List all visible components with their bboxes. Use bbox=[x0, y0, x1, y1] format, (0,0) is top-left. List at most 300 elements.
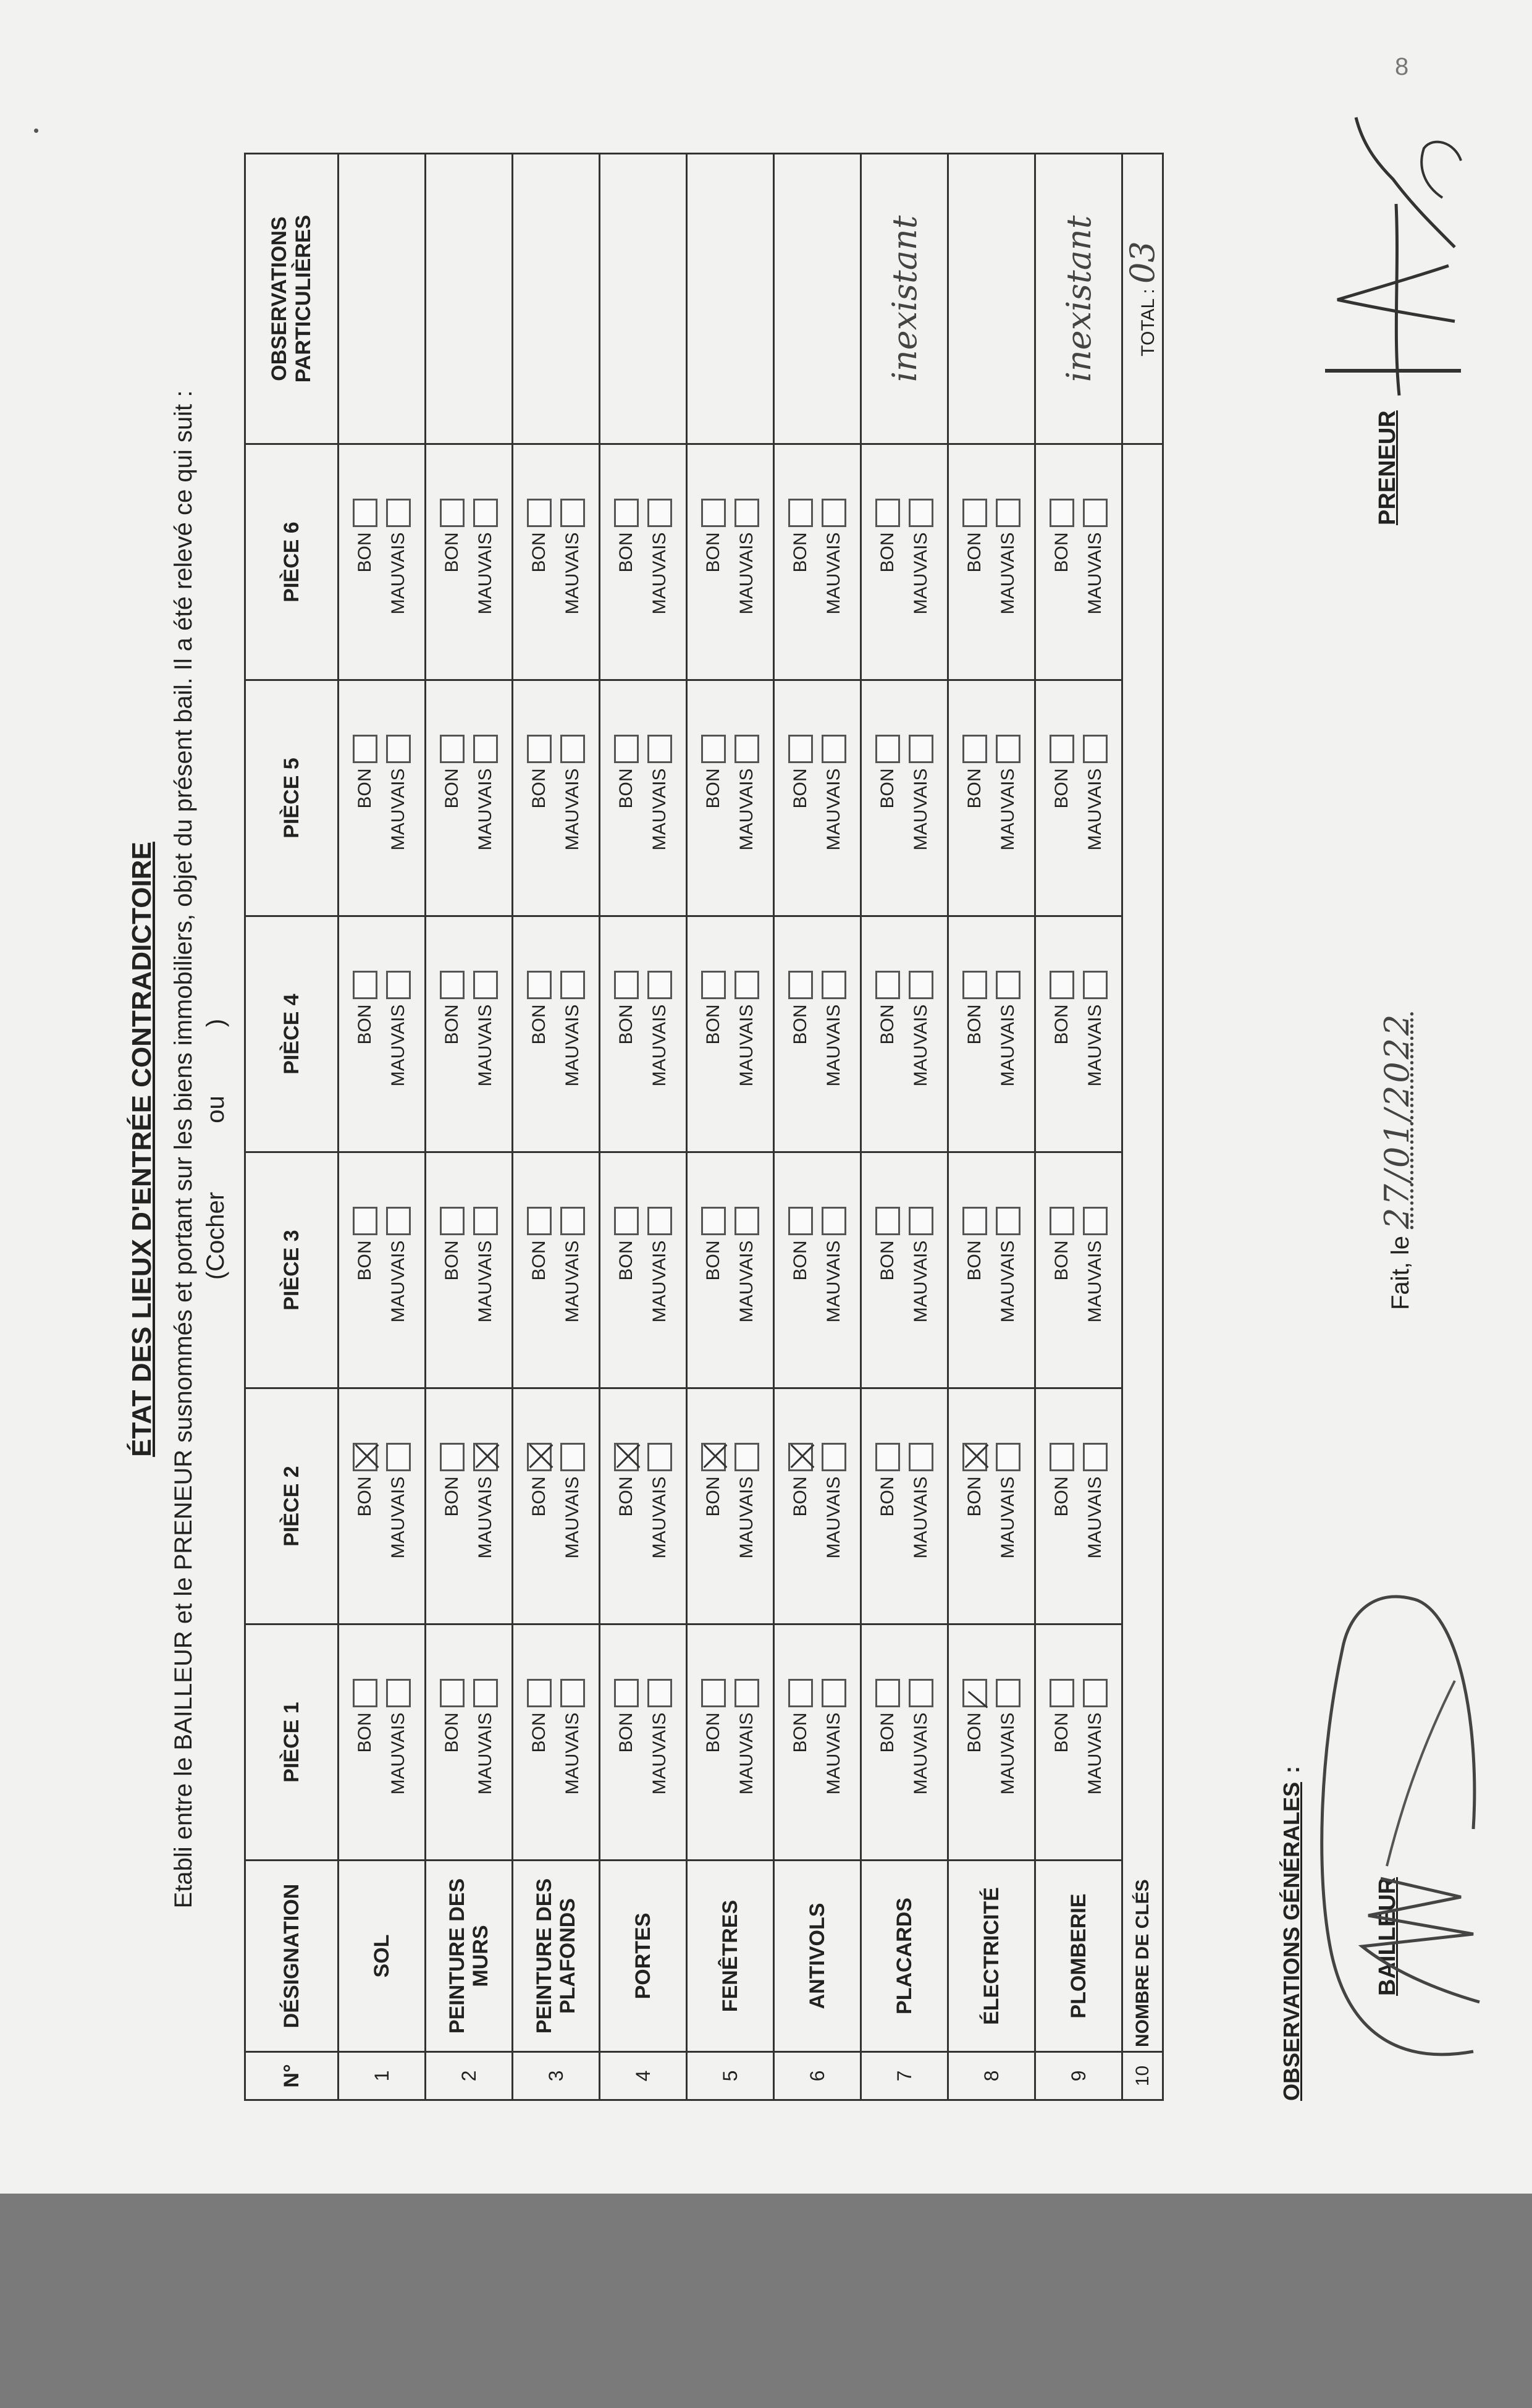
mauvais-checkbox[interactable] bbox=[647, 971, 672, 1000]
table-row bbox=[1035, 154, 1122, 2100]
mauvais-label: MAUVAIS bbox=[388, 1712, 408, 1795]
mauvais-label: MAUVAIS bbox=[911, 768, 931, 851]
table-header-row bbox=[245, 154, 339, 2100]
mauvais-checkbox[interactable] bbox=[386, 499, 411, 528]
room-1-condition bbox=[948, 1624, 1035, 1861]
mauvais-label: MAUVAIS bbox=[998, 1240, 1018, 1323]
room-3-condition bbox=[948, 1152, 1035, 1388]
room-2-condition bbox=[513, 1388, 600, 1624]
row-observation bbox=[948, 154, 1035, 444]
mauvais-checkbox[interactable] bbox=[560, 1679, 585, 1708]
mauvais-checkbox[interactable] bbox=[734, 499, 759, 528]
mauvais-checkbox[interactable] bbox=[822, 1679, 846, 1708]
mauvais-label: MAUVAIS bbox=[562, 1240, 583, 1323]
room-2-condition bbox=[861, 1388, 948, 1624]
bon-checkbox[interactable] bbox=[614, 971, 639, 1000]
mauvais-checkbox[interactable] bbox=[1083, 1207, 1108, 1236]
row-observation bbox=[774, 154, 861, 444]
room-5-condition bbox=[861, 680, 948, 916]
mauvais-checkbox[interactable] bbox=[560, 499, 585, 528]
mauvais-checkbox[interactable] bbox=[734, 971, 759, 1000]
mauvais-label: MAUVAIS bbox=[736, 1476, 757, 1559]
bon-label: BON bbox=[355, 768, 375, 809]
room-1-condition bbox=[774, 1624, 861, 1861]
bon-checkbox[interactable] bbox=[875, 971, 900, 1000]
header-observations: OBSERVATIONS PARTICULIÈRES bbox=[245, 154, 339, 444]
mauvais-checkbox[interactable] bbox=[996, 1679, 1021, 1708]
mauvais-checkbox[interactable] bbox=[909, 1207, 933, 1236]
mauvais-checkbox[interactable] bbox=[996, 1207, 1021, 1236]
mauvais-checkbox[interactable] bbox=[1083, 735, 1108, 764]
bon-checkbox[interactable] bbox=[527, 1443, 552, 1472]
row-observation: inexistant bbox=[861, 154, 948, 444]
keys-total-label: TOTAL : bbox=[1138, 289, 1158, 357]
room-1-condition bbox=[513, 1624, 600, 1861]
mauvais-label: MAUVAIS bbox=[649, 532, 670, 615]
mauvais-checkbox[interactable] bbox=[473, 1443, 498, 1472]
signed-date: 27/01/2022 bbox=[1378, 1012, 1416, 1229]
mauvais-checkbox[interactable] bbox=[996, 499, 1021, 528]
table-row bbox=[687, 154, 774, 2100]
bon-label: BON bbox=[529, 1476, 549, 1517]
mauvais-checkbox[interactable] bbox=[1083, 1443, 1108, 1472]
bon-checkbox[interactable] bbox=[875, 1443, 900, 1472]
mauvais-checkbox[interactable] bbox=[996, 1443, 1021, 1472]
bon-label: BON bbox=[790, 1240, 810, 1281]
bon-label: BON bbox=[616, 1476, 636, 1517]
row-num: 1 bbox=[339, 2052, 426, 2100]
bon-checkbox[interactable] bbox=[701, 1679, 726, 1708]
bon-label: BON bbox=[616, 1004, 636, 1045]
row-observation bbox=[339, 154, 426, 444]
row-designation: PLOMBERIE bbox=[1035, 1861, 1122, 2052]
mauvais-label: MAUVAIS bbox=[911, 1240, 931, 1323]
room-2-condition bbox=[687, 1388, 774, 1624]
bon-checkbox[interactable] bbox=[527, 1207, 552, 1236]
mauvais-checkbox[interactable] bbox=[473, 735, 498, 764]
room-6-condition bbox=[339, 444, 426, 680]
header-room-4: PIÈCE 4 bbox=[245, 916, 339, 1152]
mauvais-label: MAUVAIS bbox=[736, 768, 757, 851]
mauvais-checkbox[interactable] bbox=[386, 1443, 411, 1472]
row-designation: PEINTURE DES PLAFONDS bbox=[513, 1861, 600, 2052]
mauvais-checkbox[interactable] bbox=[386, 971, 411, 1000]
mauvais-label: MAUVAIS bbox=[649, 1004, 670, 1087]
mauvais-checkbox[interactable] bbox=[560, 971, 585, 1000]
mauvais-checkbox[interactable] bbox=[909, 971, 933, 1000]
room-2-condition bbox=[774, 1388, 861, 1624]
mauvais-label: MAUVAIS bbox=[475, 1004, 495, 1087]
mauvais-label: MAUVAIS bbox=[475, 1240, 495, 1323]
room-5-condition bbox=[948, 680, 1035, 916]
bon-checkbox[interactable] bbox=[614, 735, 639, 764]
bon-checkbox[interactable] bbox=[527, 499, 552, 528]
rotated-form bbox=[102, 87, 1517, 2126]
mauvais-label: MAUVAIS bbox=[649, 768, 670, 851]
table-row bbox=[861, 154, 948, 2100]
row-designation: ÉLECTRICITÉ bbox=[948, 1861, 1035, 2052]
bon-checkbox[interactable] bbox=[875, 1207, 900, 1236]
mauvais-label: MAUVAIS bbox=[1085, 1712, 1105, 1795]
mauvais-label: MAUVAIS bbox=[388, 1476, 408, 1559]
bon-checkbox[interactable] bbox=[440, 735, 465, 764]
mauvais-checkbox[interactable] bbox=[822, 499, 846, 528]
mauvais-label: MAUVAIS bbox=[475, 1476, 495, 1559]
room-1-condition bbox=[339, 1624, 426, 1861]
table-row bbox=[339, 154, 426, 2100]
bon-label: BON bbox=[877, 768, 898, 809]
bon-label: BON bbox=[964, 1004, 985, 1045]
room-4-condition bbox=[339, 916, 426, 1152]
mauvais-label: MAUVAIS bbox=[562, 1476, 583, 1559]
bon-label: BON bbox=[877, 532, 898, 573]
room-6-condition bbox=[687, 444, 774, 680]
mauvais-label: MAUVAIS bbox=[1085, 768, 1105, 851]
check-instruction: (Cocher ou ) bbox=[202, 1018, 229, 1280]
room-2-condition bbox=[600, 1388, 687, 1624]
mauvais-checkbox[interactable] bbox=[822, 735, 846, 764]
table-row bbox=[774, 154, 861, 2100]
mauvais-label: MAUVAIS bbox=[475, 768, 495, 851]
row-designation: PLACARDS bbox=[861, 1861, 948, 2052]
table-row bbox=[600, 154, 687, 2100]
header-room-5: PIÈCE 5 bbox=[245, 680, 339, 916]
mauvais-label: MAUVAIS bbox=[475, 1712, 495, 1795]
mauvais-checkbox[interactable] bbox=[909, 499, 933, 528]
bon-checkbox[interactable] bbox=[962, 735, 987, 764]
mauvais-label: MAUVAIS bbox=[911, 1712, 931, 1795]
keys-row bbox=[1122, 154, 1163, 2100]
bon-label: BON bbox=[703, 1004, 723, 1045]
signed-date-line bbox=[1378, 1012, 1416, 1310]
mauvais-checkbox[interactable] bbox=[1083, 499, 1108, 528]
bon-label: BON bbox=[964, 1476, 985, 1517]
bon-checkbox[interactable] bbox=[788, 1443, 813, 1472]
mauvais-checkbox[interactable] bbox=[647, 735, 672, 764]
bon-label: BON bbox=[964, 1712, 985, 1753]
mauvais-label: MAUVAIS bbox=[388, 1004, 408, 1087]
room-4-condition bbox=[600, 916, 687, 1152]
bon-label: BON bbox=[877, 1240, 898, 1281]
row-observation bbox=[600, 154, 687, 444]
mauvais-checkbox[interactable] bbox=[909, 1679, 933, 1708]
bon-checkbox[interactable] bbox=[353, 971, 377, 1000]
room-3-condition bbox=[339, 1152, 426, 1388]
mauvais-checkbox[interactable] bbox=[386, 735, 411, 764]
mauvais-checkbox[interactable] bbox=[996, 735, 1021, 764]
mauvais-checkbox[interactable] bbox=[473, 1679, 498, 1708]
bon-checkbox[interactable] bbox=[962, 1679, 987, 1708]
bon-checkbox[interactable] bbox=[962, 1443, 987, 1472]
mauvais-checkbox[interactable] bbox=[822, 1443, 846, 1472]
mauvais-checkbox[interactable] bbox=[473, 971, 498, 1000]
bon-label: BON bbox=[616, 1712, 636, 1753]
room-1-condition bbox=[1035, 1624, 1122, 1861]
mauvais-checkbox[interactable] bbox=[734, 1207, 759, 1236]
bon-label: BON bbox=[790, 768, 810, 809]
bon-checkbox[interactable] bbox=[701, 735, 726, 764]
mauvais-checkbox[interactable] bbox=[734, 1679, 759, 1708]
mauvais-checkbox[interactable] bbox=[647, 1207, 672, 1236]
mauvais-checkbox[interactable] bbox=[822, 971, 846, 1000]
mauvais-label: MAUVAIS bbox=[823, 768, 844, 851]
bon-checkbox[interactable] bbox=[962, 1207, 987, 1236]
bon-label: BON bbox=[529, 1004, 549, 1045]
room-3-condition bbox=[513, 1152, 600, 1388]
row-num: 2 bbox=[426, 2052, 513, 2100]
bon-label: BON bbox=[1051, 1712, 1072, 1753]
room-1-condition bbox=[426, 1624, 513, 1861]
keys-row-num: 10 bbox=[1122, 2052, 1163, 2100]
mauvais-label: MAUVAIS bbox=[998, 532, 1018, 615]
mauvais-checkbox[interactable] bbox=[1083, 971, 1108, 1000]
bon-label: BON bbox=[529, 1712, 549, 1753]
bon-label: BON bbox=[355, 1004, 375, 1045]
bon-label: BON bbox=[790, 1476, 810, 1517]
room-5-condition bbox=[600, 680, 687, 916]
mauvais-checkbox[interactable] bbox=[647, 1443, 672, 1472]
mauvais-checkbox[interactable] bbox=[647, 499, 672, 528]
room-4-condition bbox=[948, 916, 1035, 1152]
bon-checkbox[interactable] bbox=[353, 499, 377, 528]
header-designation: DÉSIGNATION bbox=[245, 1861, 339, 2052]
room-4-condition bbox=[687, 916, 774, 1152]
mauvais-label: MAUVAIS bbox=[911, 1004, 931, 1087]
room-4-condition bbox=[1035, 916, 1122, 1152]
bon-checkbox[interactable] bbox=[440, 1679, 465, 1708]
room-4-condition bbox=[426, 916, 513, 1152]
room-3-condition bbox=[426, 1152, 513, 1388]
mauvais-label: MAUVAIS bbox=[388, 1240, 408, 1323]
bon-checkbox[interactable] bbox=[353, 1207, 377, 1236]
bon-label: BON bbox=[1051, 1240, 1072, 1281]
bon-checkbox[interactable] bbox=[353, 735, 377, 764]
row-observation bbox=[426, 154, 513, 444]
bon-label: BON bbox=[703, 532, 723, 573]
mauvais-label: MAUVAIS bbox=[736, 1240, 757, 1323]
bon-checkbox[interactable] bbox=[527, 1679, 552, 1708]
room-6-condition bbox=[861, 444, 948, 680]
mauvais-checkbox[interactable] bbox=[734, 735, 759, 764]
room-6-condition bbox=[513, 444, 600, 680]
mauvais-checkbox[interactable] bbox=[560, 735, 585, 764]
room-5-condition bbox=[774, 680, 861, 916]
bon-label: BON bbox=[790, 1712, 810, 1753]
room-5-condition bbox=[426, 680, 513, 916]
room-5-condition bbox=[1035, 680, 1122, 916]
bon-label: BON bbox=[442, 1712, 462, 1753]
bon-label: BON bbox=[616, 768, 636, 809]
bon-checkbox[interactable] bbox=[1050, 735, 1074, 764]
mauvais-label: MAUVAIS bbox=[736, 532, 757, 615]
row-num: 6 bbox=[774, 2052, 861, 2100]
room-1-condition bbox=[600, 1624, 687, 1861]
mauvais-checkbox[interactable] bbox=[909, 735, 933, 764]
bon-checkbox[interactable] bbox=[1050, 971, 1074, 1000]
scan-speck: • bbox=[33, 121, 40, 140]
header-room-1: PIÈCE 1 bbox=[245, 1624, 339, 1861]
mauvais-label: MAUVAIS bbox=[1085, 1240, 1105, 1323]
general-observations-label: OBSERVATIONS GÉNÉRALES bbox=[1279, 1781, 1304, 2101]
bon-label: BON bbox=[1051, 532, 1072, 573]
mauvais-label: MAUVAIS bbox=[388, 532, 408, 615]
row-designation: SOL bbox=[339, 1861, 426, 2052]
bon-checkbox[interactable] bbox=[353, 1679, 377, 1708]
mauvais-label: MAUVAIS bbox=[823, 1004, 844, 1087]
room-4-condition bbox=[513, 916, 600, 1152]
bon-label: BON bbox=[790, 532, 810, 573]
mauvais-checkbox[interactable] bbox=[996, 971, 1021, 1000]
mauvais-label: MAUVAIS bbox=[562, 1004, 583, 1087]
header-num: N° bbox=[245, 2052, 339, 2100]
mauvais-label: MAUVAIS bbox=[736, 1712, 757, 1795]
room-6-condition bbox=[426, 444, 513, 680]
bon-label: BON bbox=[442, 768, 462, 809]
room-5-condition bbox=[687, 680, 774, 916]
table-row bbox=[426, 154, 513, 2100]
bon-checkbox[interactable] bbox=[701, 971, 726, 1000]
bon-checkbox[interactable] bbox=[701, 1443, 726, 1472]
mauvais-checkbox[interactable] bbox=[909, 1443, 933, 1472]
row-num: 9 bbox=[1035, 2052, 1122, 2100]
bon-checkbox[interactable] bbox=[788, 1679, 813, 1708]
bon-label: BON bbox=[703, 1240, 723, 1281]
room-2-condition bbox=[339, 1388, 426, 1624]
mauvais-checkbox[interactable] bbox=[1083, 1679, 1108, 1708]
row-num: 7 bbox=[861, 2052, 948, 2100]
mauvais-label: MAUVAIS bbox=[911, 1476, 931, 1559]
bon-checkbox[interactable] bbox=[875, 499, 900, 528]
room-1-condition bbox=[861, 1624, 948, 1861]
mauvais-label: MAUVAIS bbox=[998, 1712, 1018, 1795]
room-3-condition bbox=[861, 1152, 948, 1388]
bon-checkbox[interactable] bbox=[962, 971, 987, 1000]
row-num: 3 bbox=[513, 2052, 600, 2100]
room-4-condition bbox=[774, 916, 861, 1152]
bon-label: BON bbox=[703, 768, 723, 809]
bon-checkbox[interactable] bbox=[788, 1207, 813, 1236]
bon-checkbox[interactable] bbox=[875, 735, 900, 764]
bon-checkbox[interactable] bbox=[527, 735, 552, 764]
bon-label: BON bbox=[1051, 768, 1072, 809]
bon-checkbox[interactable] bbox=[875, 1679, 900, 1708]
bon-checkbox[interactable] bbox=[614, 1443, 639, 1472]
inspection-table bbox=[244, 153, 1164, 2101]
bon-label: BON bbox=[355, 532, 375, 573]
tenant-signature bbox=[1300, 87, 1486, 408]
bon-checkbox[interactable] bbox=[1050, 499, 1074, 528]
form-intro: Etabli entre le BAILLEUR et le PRENEUR susnommés et portant sur les biens immobiliers, objet du présent bail. Il a été relevé ce qui suit : bbox=[170, 390, 197, 1909]
bon-label: BON bbox=[529, 768, 549, 809]
bon-label: BON bbox=[355, 1240, 375, 1281]
mauvais-checkbox[interactable] bbox=[560, 1207, 585, 1236]
mauvais-checkbox[interactable] bbox=[386, 1679, 411, 1708]
bon-checkbox[interactable] bbox=[701, 499, 726, 528]
bon-checkbox[interactable] bbox=[353, 1443, 377, 1472]
bon-checkbox[interactable] bbox=[614, 499, 639, 528]
bon-label: BON bbox=[442, 1004, 462, 1045]
bon-checkbox[interactable] bbox=[788, 735, 813, 764]
keys-total-value: 03 bbox=[1123, 241, 1162, 284]
table-row bbox=[948, 154, 1035, 2100]
bon-label: BON bbox=[790, 1004, 810, 1045]
room-2-condition bbox=[426, 1388, 513, 1624]
mauvais-checkbox[interactable] bbox=[473, 1207, 498, 1236]
form-title: ÉTAT DES LIEUX D'ENTRÉE CONTRADICTOIRE bbox=[127, 842, 157, 1457]
bon-checkbox[interactable] bbox=[1050, 1207, 1074, 1236]
mauvais-label: MAUVAIS bbox=[911, 532, 931, 615]
room-3-condition bbox=[1035, 1152, 1122, 1388]
mauvais-checkbox[interactable] bbox=[822, 1207, 846, 1236]
row-observation bbox=[513, 154, 600, 444]
row-designation: FENÊTRES bbox=[687, 1861, 774, 2052]
bon-label: BON bbox=[703, 1476, 723, 1517]
bon-label: BON bbox=[877, 1476, 898, 1517]
mauvais-checkbox[interactable] bbox=[560, 1443, 585, 1472]
bon-label: BON bbox=[616, 532, 636, 573]
mauvais-label: MAUVAIS bbox=[649, 1240, 670, 1323]
row-observation: inexistant bbox=[1035, 154, 1122, 444]
page-number: 8 bbox=[1395, 53, 1409, 80]
bon-checkbox[interactable] bbox=[788, 971, 813, 1000]
bon-label: BON bbox=[1051, 1004, 1072, 1045]
bon-checkbox[interactable] bbox=[440, 971, 465, 1000]
mauvais-label: MAUVAIS bbox=[388, 768, 408, 851]
bon-checkbox[interactable] bbox=[1050, 1443, 1074, 1472]
bon-checkbox[interactable] bbox=[962, 499, 987, 528]
mauvais-checkbox[interactable] bbox=[647, 1679, 672, 1708]
bon-label: BON bbox=[964, 1240, 985, 1281]
bon-label: BON bbox=[355, 1712, 375, 1753]
bon-checkbox[interactable] bbox=[440, 1207, 465, 1236]
bon-checkbox[interactable] bbox=[614, 1207, 639, 1236]
bon-checkbox[interactable] bbox=[788, 499, 813, 528]
bon-label: BON bbox=[355, 1476, 375, 1517]
mauvais-label: MAUVAIS bbox=[998, 768, 1018, 851]
bon-label: BON bbox=[877, 1004, 898, 1045]
header-room-2: PIÈCE 2 bbox=[245, 1388, 339, 1624]
bon-label: BON bbox=[442, 1240, 462, 1281]
bon-checkbox[interactable] bbox=[614, 1679, 639, 1708]
room-3-condition bbox=[774, 1152, 861, 1388]
mauvais-label: MAUVAIS bbox=[562, 532, 583, 615]
mauvais-label: MAUVAIS bbox=[475, 532, 495, 615]
bon-checkbox[interactable] bbox=[440, 1443, 465, 1472]
bon-checkbox[interactable] bbox=[1050, 1679, 1074, 1708]
mauvais-checkbox[interactable] bbox=[473, 499, 498, 528]
row-num: 5 bbox=[687, 2052, 774, 2100]
bon-checkbox[interactable] bbox=[440, 499, 465, 528]
mauvais-label: MAUVAIS bbox=[823, 1476, 844, 1559]
bon-checkbox[interactable] bbox=[527, 971, 552, 1000]
bon-checkbox[interactable] bbox=[701, 1207, 726, 1236]
mauvais-label: MAUVAIS bbox=[823, 1240, 844, 1323]
row-designation: ANTIVOLS bbox=[774, 1861, 861, 2052]
header-room-3: PIÈCE 3 bbox=[245, 1152, 339, 1388]
keys-total bbox=[1122, 154, 1163, 444]
row-num: 8 bbox=[948, 2052, 1035, 2100]
bon-label: BON bbox=[529, 532, 549, 573]
table-row bbox=[513, 154, 600, 2100]
room-4-condition bbox=[861, 916, 948, 1152]
mauvais-checkbox[interactable] bbox=[734, 1443, 759, 1472]
bon-label: BON bbox=[1051, 1476, 1072, 1517]
mauvais-label: MAUVAIS bbox=[1085, 1004, 1105, 1087]
mauvais-label: MAUVAIS bbox=[562, 768, 583, 851]
tenant-label: PRENEUR bbox=[1374, 410, 1400, 525]
room-3-condition bbox=[600, 1152, 687, 1388]
mauvais-checkbox[interactable] bbox=[386, 1207, 411, 1236]
